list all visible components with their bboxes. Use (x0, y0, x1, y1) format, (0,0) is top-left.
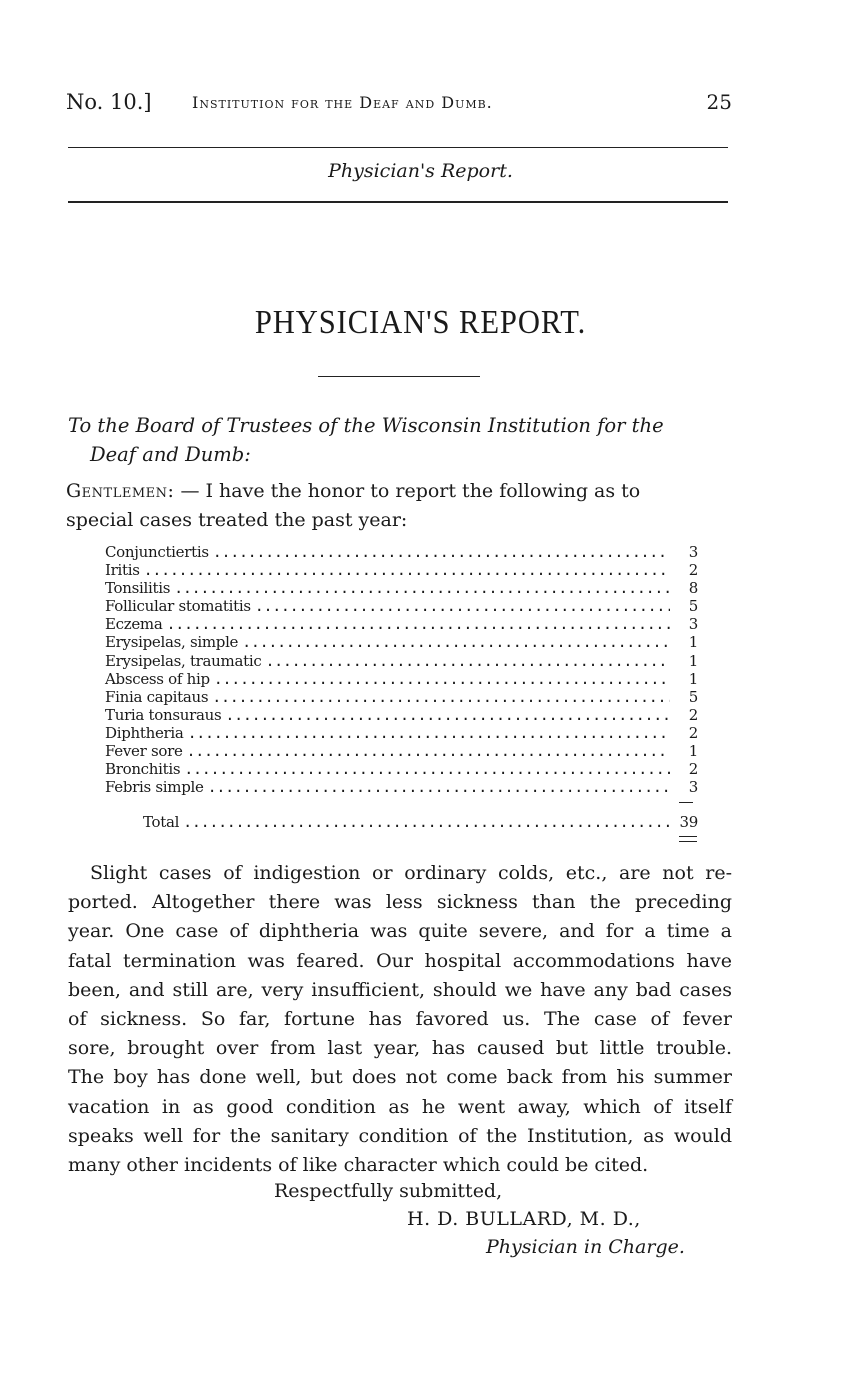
case-name: Abscess of hip (105, 669, 210, 688)
signature: H. D. BULLARD, M. D., (407, 1208, 641, 1230)
leader-dots (187, 742, 670, 760)
header-rule-bottom (68, 201, 728, 203)
body-paragraph (68, 859, 732, 1180)
total-rule-top (679, 802, 693, 803)
leader-dots (225, 706, 670, 724)
case-count: 2 (688, 561, 698, 580)
case-name: Diphtheria (105, 723, 184, 742)
body-line: Slight cases of indigestion or ordinary colds, etc., are not re- (90, 862, 732, 884)
body-line: fatal termination was feared. Our hospital accommodations have (68, 949, 732, 972)
institution-name: Institution for the Deaf and Dumb. (192, 93, 493, 112)
case-row (105, 706, 698, 724)
signature-title: Physician in Charge. (486, 1236, 685, 1258)
case-count: 2 (688, 705, 698, 724)
case-name: Erysipelas, traumatic (105, 651, 262, 670)
case-name: Iritis (105, 561, 140, 580)
leader-dots (184, 760, 670, 778)
title-rule (318, 376, 480, 377)
body-line: many other incidents of like character which could be cited. (68, 1154, 649, 1177)
leader-dots (214, 670, 670, 688)
body-line: ported. Altogether there was less sickness than the preceding (68, 891, 732, 914)
body-line: vacation in as good condition as he went away, which of itself (68, 1095, 732, 1118)
leader-dots (212, 688, 670, 706)
leader-dots (167, 615, 671, 633)
page-number: 25 (706, 90, 732, 114)
case-count: 3 (688, 615, 698, 634)
case-name: Erysipelas, simple (105, 633, 239, 652)
leader-dots (265, 652, 670, 670)
case-name: Eczema (105, 615, 163, 634)
total-double-rule-1 (679, 836, 697, 837)
case-count: 3 (688, 778, 698, 797)
case-count: 8 (688, 579, 698, 598)
intro-line-1 (66, 477, 736, 506)
case-row (105, 670, 698, 688)
case-row (105, 561, 698, 579)
total-count: 39 (679, 813, 698, 831)
case-count: 3 (688, 543, 698, 561)
leader-dots (174, 579, 670, 597)
case-count: 1 (688, 742, 698, 761)
case-name: Febris simple (105, 778, 204, 797)
total-double-rule-2 (679, 841, 697, 842)
case-name: Finia capitaus (105, 687, 209, 706)
total-label: Total (143, 813, 180, 831)
cases-table (105, 543, 698, 796)
case-name: Tonsilitis (105, 579, 171, 598)
case-row (105, 615, 698, 633)
case-row (105, 688, 698, 706)
case-name: Conjunctiertis (105, 543, 209, 561)
leader-dots (144, 561, 670, 579)
case-count: 5 (688, 687, 698, 706)
case-row (105, 543, 698, 561)
case-row (105, 724, 698, 742)
leader-dots (255, 597, 670, 615)
body-line: The boy has done well, but does not come back from his summer (68, 1066, 732, 1089)
leader-dots (188, 724, 670, 742)
case-row (105, 778, 698, 796)
salutation-line-1: To the Board of Trustees of the Wisconsin Institution for the (68, 414, 664, 437)
case-row (105, 742, 698, 760)
leader-dots (183, 813, 670, 831)
total-row (143, 813, 698, 831)
case-row (105, 633, 698, 651)
case-count: 5 (688, 597, 698, 616)
body-line: of sickness. So far, fortune has favored us. The case of fever (68, 1008, 732, 1031)
salutation-line-2: Deaf and Dumb: (90, 443, 251, 466)
case-count: 2 (688, 723, 698, 742)
salutation (68, 411, 738, 469)
header-rule-top (68, 147, 728, 148)
case-name: Bronchitis (105, 760, 181, 779)
case-count: 1 (688, 651, 698, 670)
case-row (105, 579, 698, 597)
case-count: 2 (688, 760, 698, 779)
case-name: Follicular stomatitis (105, 597, 251, 616)
closing: Respectfully submitted, (274, 1180, 503, 1202)
greeting: Gentlemen: (66, 480, 175, 502)
document-number: No. 10.] (66, 90, 152, 114)
case-name: Fever sore (105, 742, 183, 761)
intro-paragraph (66, 477, 736, 535)
total-line (143, 813, 698, 831)
body-line: speaks well for the sanitary condition of the Institution, as would (68, 1124, 732, 1147)
body-line: year. One case of diphtheria was quite severe, and for a time a (68, 920, 732, 943)
intro-line-2: special cases treated the past year: (66, 509, 408, 531)
case-count: 1 (688, 633, 698, 652)
leader-dots (213, 543, 670, 561)
body-line: sore, brought over from last year, has caused but little trouble. (68, 1037, 732, 1060)
case-row (105, 652, 698, 670)
case-row (105, 760, 698, 778)
case-count: 1 (688, 669, 698, 688)
intro-line-1-text: — I have the honor to report the following as to (174, 480, 641, 502)
page-title: PHYSICIAN'S REPORT. (254, 304, 587, 341)
case-name: Turia tonsuraus (105, 705, 222, 724)
body-line: been, and still are, very insufficient, should we have any bad cases (68, 978, 732, 1001)
leader-dots (208, 778, 670, 796)
case-row (105, 597, 698, 615)
running-header (66, 90, 732, 120)
leader-dots (242, 633, 670, 651)
section-heading: Physician's Report. (328, 160, 513, 182)
